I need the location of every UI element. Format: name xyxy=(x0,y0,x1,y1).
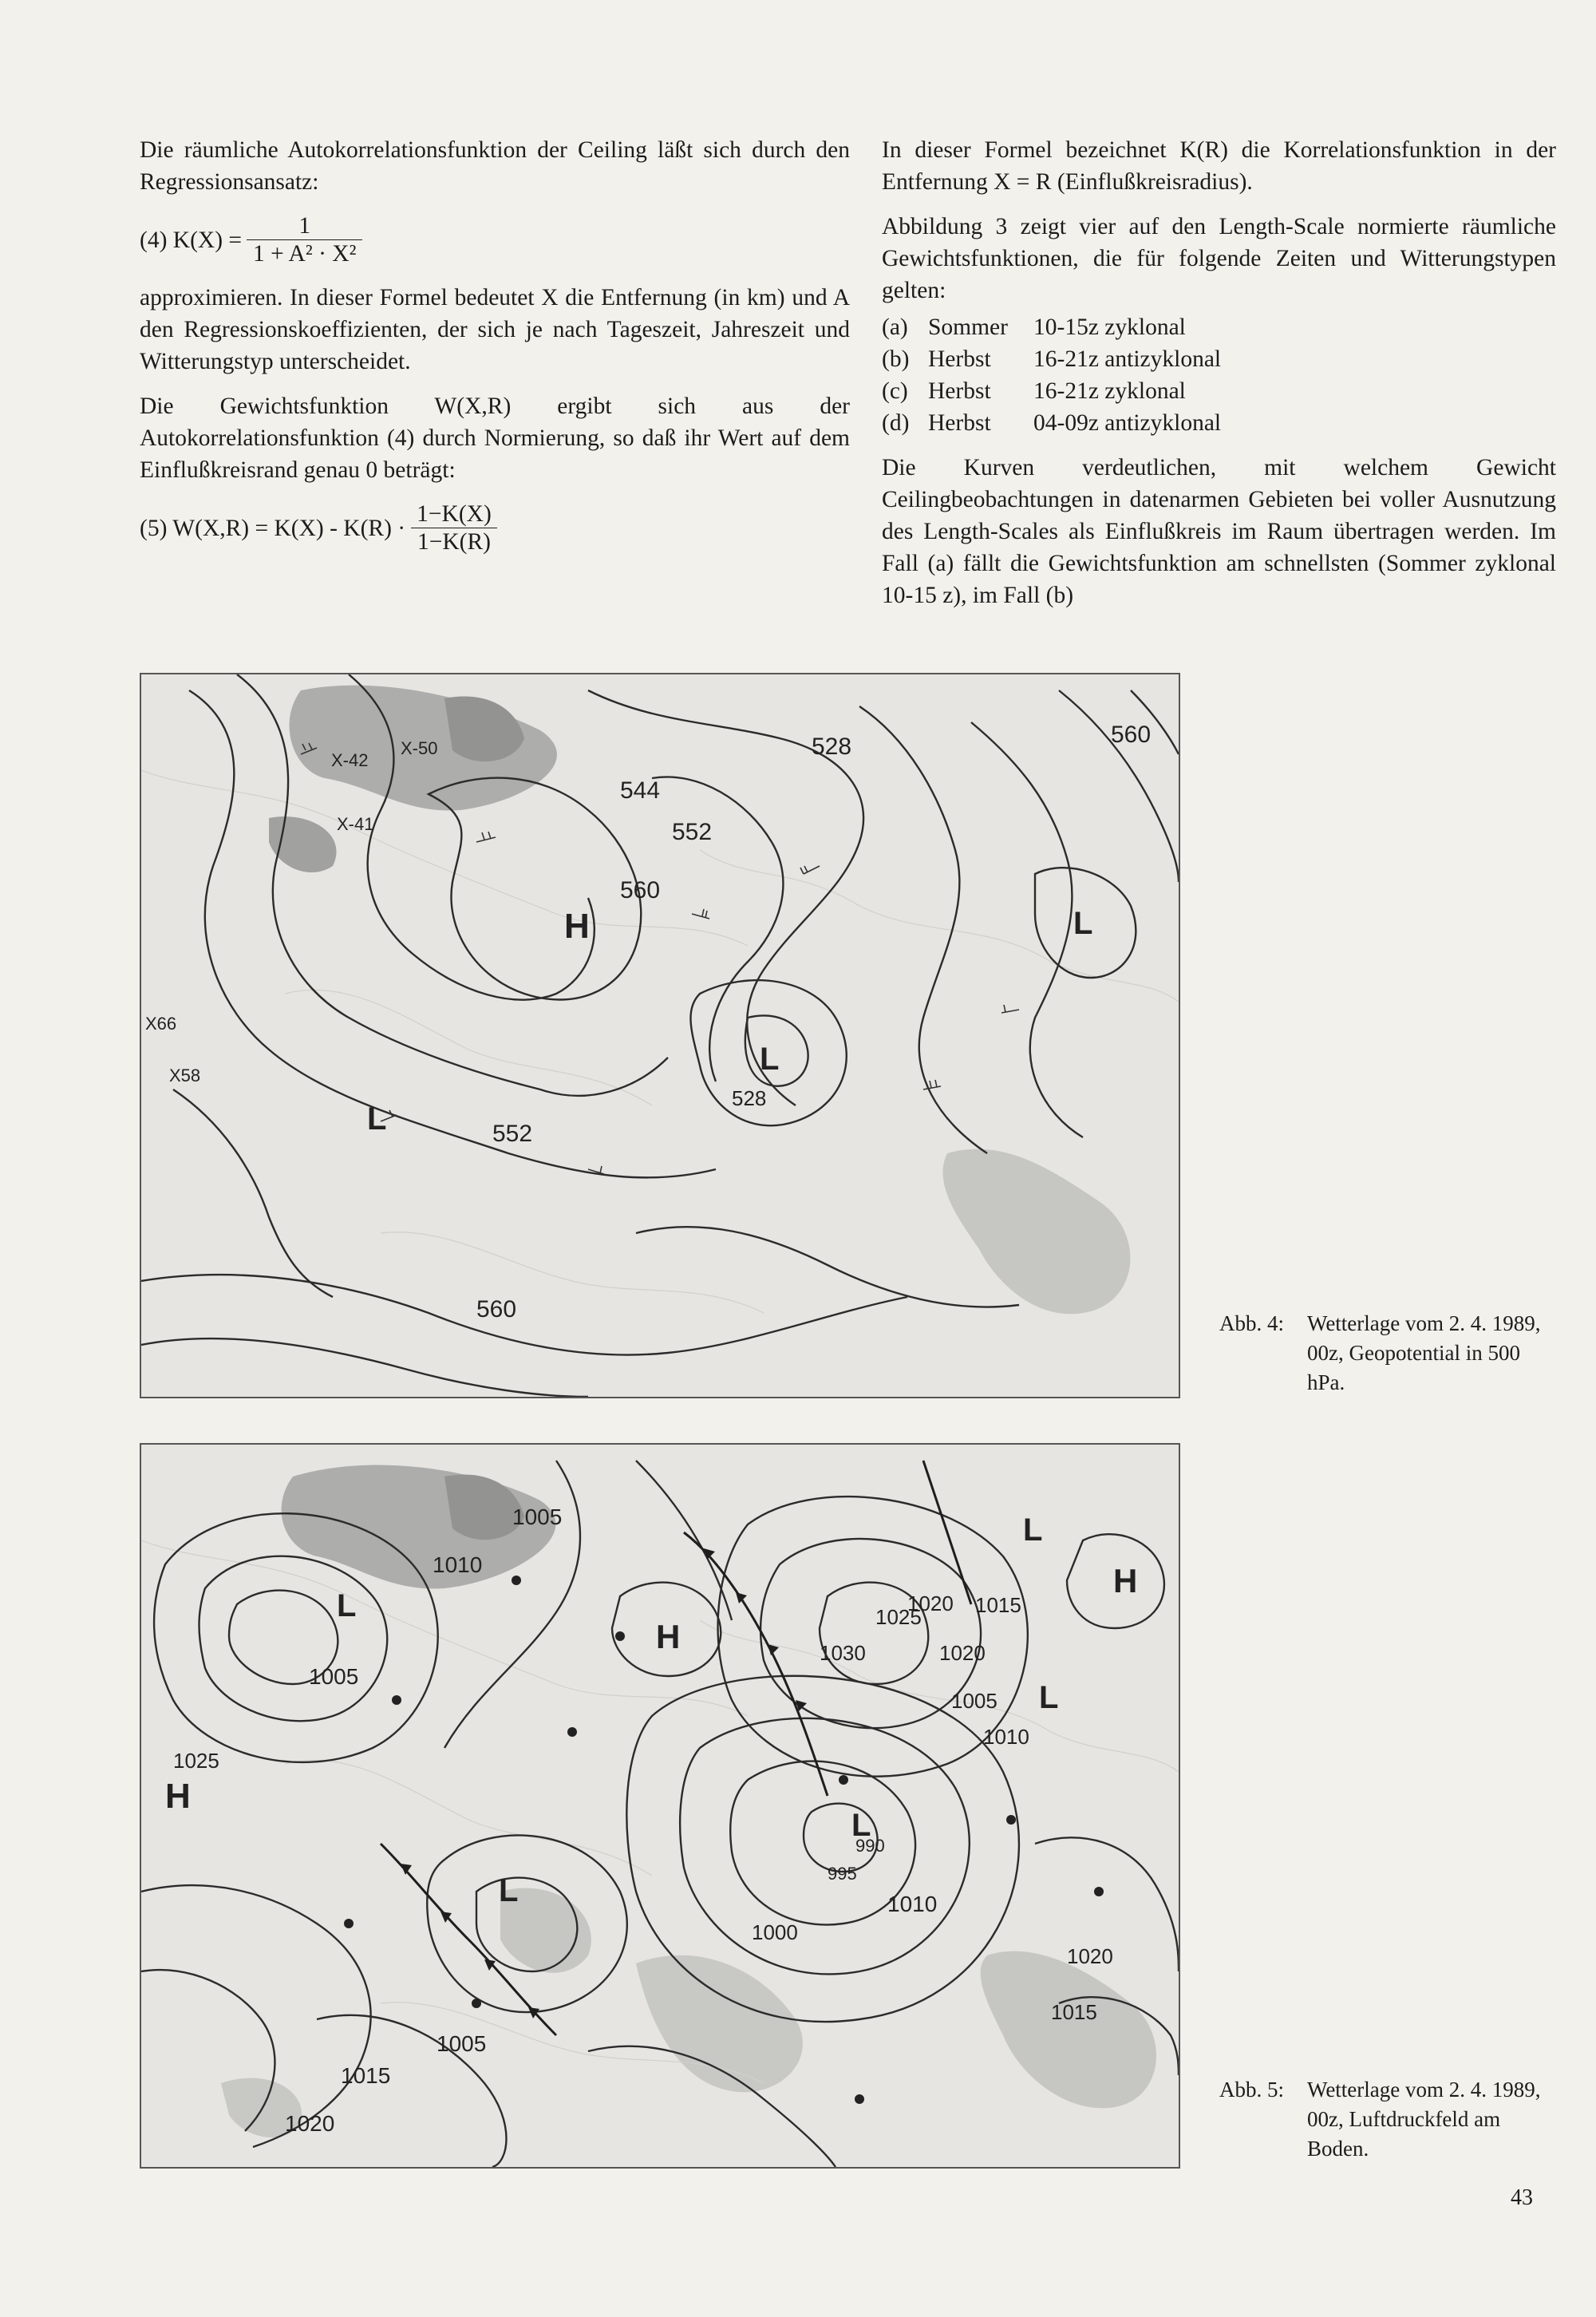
station-label: X-42 xyxy=(331,750,369,770)
isobar-label: 1020 xyxy=(907,1591,954,1615)
case-label: (a) xyxy=(882,314,908,340)
equation-label: (5) W(X,R) = K(X) - K(R) · xyxy=(140,515,406,541)
station-label: X-50 xyxy=(401,738,438,758)
paragraph: In dieser Formel bezeichnet K(R) die Korrelationsfunktion in der Entfernung X = R (Einflußkreisradius). xyxy=(882,137,1556,195)
case-type: 04-09z antizyklonal xyxy=(1033,410,1222,436)
high-pressure-label: H xyxy=(564,907,590,946)
weather-map-500hpa xyxy=(140,673,1180,1398)
figure-number: Abb. 4: xyxy=(1219,1311,1284,1335)
contour-label: 528 xyxy=(732,1086,767,1110)
case-label: (c) xyxy=(882,378,908,404)
case-season: Sommer xyxy=(928,314,1008,340)
case-label: (d) xyxy=(882,410,910,436)
isobar-label: 990 xyxy=(855,1836,885,1856)
station-label: X58 xyxy=(169,1066,201,1085)
contour-label: 552 xyxy=(672,819,713,845)
low-pressure-label: L xyxy=(1023,1512,1043,1548)
case-type: 16-21z zyklonal xyxy=(1033,378,1186,404)
isobar-label: 1020 xyxy=(1067,1944,1113,1968)
isobar-label: 1025 xyxy=(173,1749,219,1773)
map-graphic xyxy=(141,1445,1179,2167)
cloud-shading xyxy=(269,686,1130,1315)
contour-label: 528 xyxy=(812,733,852,760)
contour-label: 560 xyxy=(1111,722,1152,748)
weather-map-surface xyxy=(140,1443,1180,2169)
low-pressure-label: L xyxy=(337,1588,357,1623)
station-label: X-41 xyxy=(337,814,374,834)
case-list xyxy=(882,311,1556,439)
high-pressure-label: H xyxy=(656,1618,681,1655)
isobar-label: 1025 xyxy=(875,1605,922,1629)
case-type: 10-15z zyklonal xyxy=(1033,314,1186,340)
isobar-label: 1015 xyxy=(341,2063,391,2088)
low-pressure-label: L xyxy=(851,1808,871,1843)
front-symbols xyxy=(401,1548,807,2018)
paragraph: Die räumliche Autokorrelationsfunktion der Ceiling läßt sich durch den Regressionsansatz: xyxy=(140,137,850,195)
low-pressure-label: L xyxy=(760,1042,780,1077)
figure-5-caption xyxy=(1219,2075,1555,2164)
map-graphic xyxy=(141,674,1179,1397)
figure-4-caption xyxy=(1219,1309,1555,1398)
isobar-label: 1000 xyxy=(752,1920,798,1944)
contour-label: 560 xyxy=(620,877,661,903)
equation-label: (4) K(X) = xyxy=(140,227,243,253)
case-label: (b) xyxy=(882,346,910,372)
equation-4 xyxy=(140,212,850,267)
isobar-label: 1005 xyxy=(437,2031,487,2056)
low-pressure-label: L xyxy=(499,1873,519,1908)
denominator: 1 + A² · X² xyxy=(247,239,362,267)
isobar-label: 1030 xyxy=(820,1641,866,1665)
case-item xyxy=(882,311,1556,343)
cloud-shading xyxy=(221,1465,1156,2138)
fraction xyxy=(410,500,498,556)
equation-5 xyxy=(140,500,850,556)
isobar-label: 1020 xyxy=(939,1641,986,1665)
numerator: 1 xyxy=(298,213,311,239)
high-pressure-label: H xyxy=(1113,1562,1138,1599)
isobar-label: 1010 xyxy=(433,1552,483,1577)
case-item xyxy=(882,375,1556,407)
case-season: Herbst xyxy=(928,378,991,404)
case-type: 16-21z antizyklonal xyxy=(1033,346,1222,372)
isobar-label: 1005 xyxy=(309,1664,359,1689)
case-season: Herbst xyxy=(928,410,991,436)
low-pressure-label: L xyxy=(1073,906,1093,941)
isobar-label: 1020 xyxy=(285,2111,335,2136)
paragraph: Die Kurven verdeutlichen, mit welchem Gewicht Ceilingbeobachtungen in datenarmen Gebieten bei voller Ausnutzung des Length-Scales als Einflußkreis im Raum übertragen werden. Im Fall (a) fällt die Gewichtsfunktion am schnellsten (Sommer zyklonal 10-15 z), im Fall (b) xyxy=(882,455,1556,608)
numerator: 1−K(X) xyxy=(417,501,492,527)
isobar-label: 995 xyxy=(828,1864,857,1884)
case-item xyxy=(882,407,1556,439)
contour-label: 552 xyxy=(492,1121,533,1147)
low-pressure-label: L xyxy=(367,1101,387,1137)
isobar-label: 1010 xyxy=(983,1725,1029,1749)
wind-barbs xyxy=(301,743,1019,1174)
case-season: Herbst xyxy=(928,346,991,372)
figure-number: Abb. 5: xyxy=(1219,2078,1284,2102)
denominator: 1−K(R) xyxy=(411,528,497,556)
caption-text: Wetterlage vom 2. 4. 1989, 00z, Geopotential in 500 hPa. xyxy=(1307,1311,1541,1394)
low-pressure-label: L xyxy=(1039,1680,1059,1715)
caption-text: Wetterlage vom 2. 4. 1989, 00z, Luftdruckfeld am Boden. xyxy=(1307,2078,1541,2161)
page-number: 43 xyxy=(1511,2185,1533,2210)
contour-label: 544 xyxy=(620,777,661,804)
paragraph: Abbildung 3 zeigt vier auf den Length-Scale normierte räumliche Gewichtsfunktionen, die für folgende Zeiten und Witterungstypen gelten: xyxy=(882,214,1556,303)
paragraph: Die Gewichtsfunktion W(X,R) ergibt sich aus der Autokorrelationsfunktion (4) durch Normierung, so daß ihr Wert auf dem Einflußkreisrand genau 0 beträgt: xyxy=(140,393,850,483)
station-label: X66 xyxy=(145,1014,177,1034)
text-column-left xyxy=(140,134,850,570)
isobar-label: 1010 xyxy=(887,1892,938,1916)
fraction xyxy=(247,212,362,267)
isobar-label: 1005 xyxy=(512,1504,563,1529)
high-pressure-label: H xyxy=(165,1777,191,1816)
contour-label: 560 xyxy=(476,1296,517,1323)
case-item xyxy=(882,343,1556,375)
isobar-label: 1005 xyxy=(951,1689,998,1713)
paragraph: approximieren. In dieser Formel bedeutet X die Entfernung (in km) und A den Regressionskoeffizienten, der sich je nach Tageszeit, Jahreszeit und Witterungstyp unterscheidet. xyxy=(140,285,850,374)
isobar-label: 1015 xyxy=(975,1593,1021,1617)
isobar-label: 1015 xyxy=(1051,2000,1097,2024)
text-column-right xyxy=(882,134,1556,624)
